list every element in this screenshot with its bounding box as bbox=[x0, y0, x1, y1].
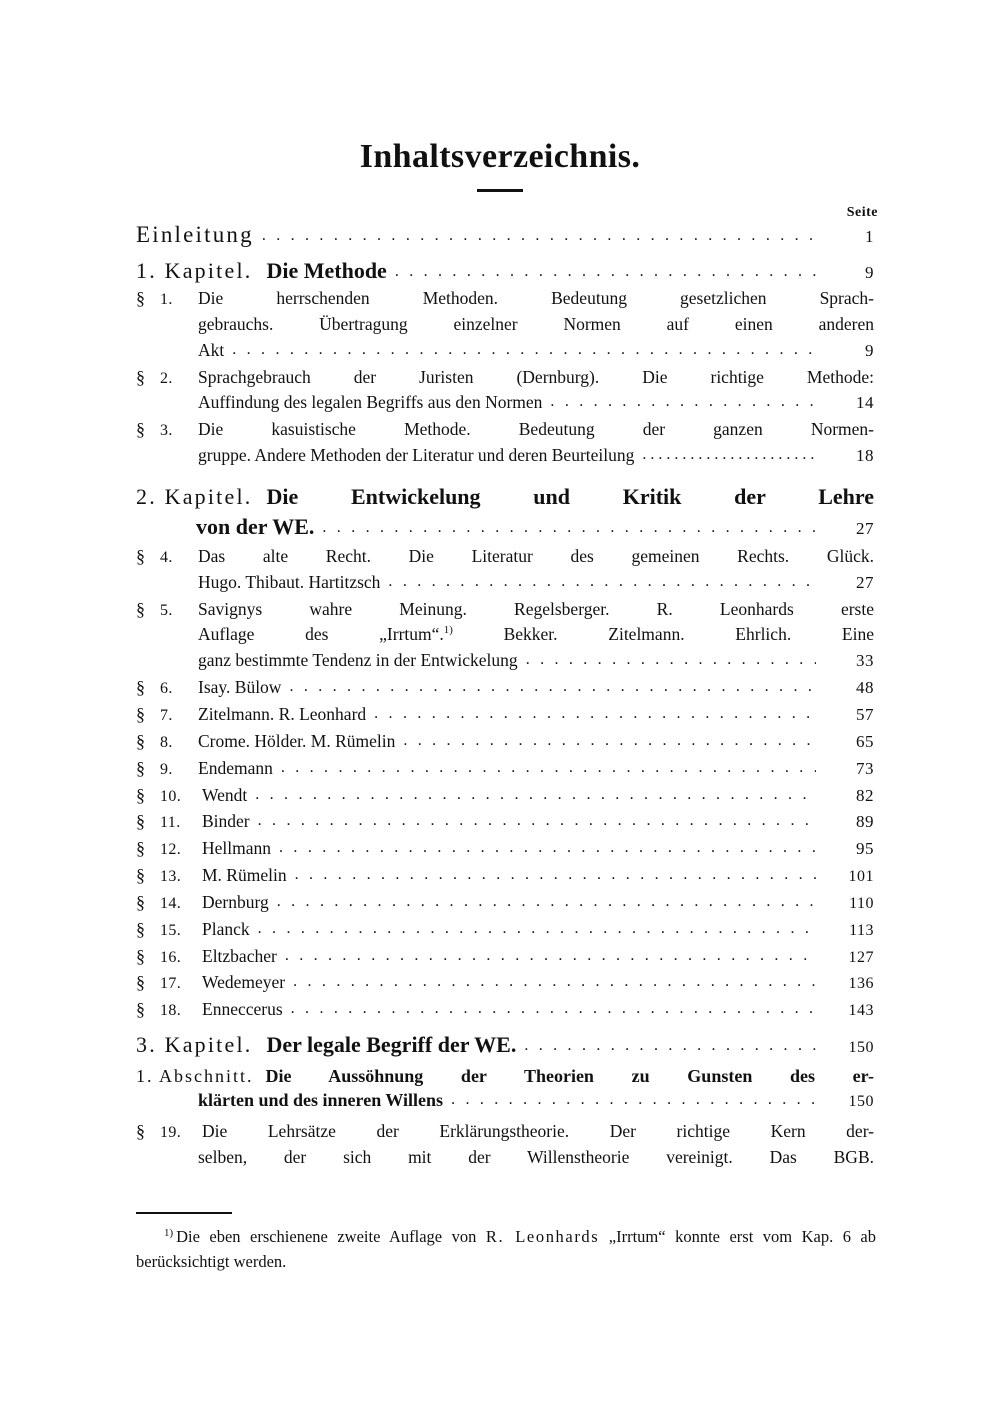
leader-dots bbox=[262, 227, 816, 245]
page-number: 9 bbox=[865, 340, 874, 360]
toc-chapter-1-heading bbox=[136, 258, 874, 284]
leader-dots bbox=[277, 893, 816, 911]
section-symbol: § bbox=[136, 419, 145, 440]
section-symbol: § bbox=[136, 865, 145, 886]
subsection-number: 1. Abschnitt. bbox=[136, 1066, 254, 1087]
section-text-line: Eltzbacher bbox=[202, 945, 277, 966]
page-number: 136 bbox=[848, 975, 874, 993]
toc-entry-section bbox=[136, 917, 874, 942]
section-number: 11. bbox=[160, 814, 181, 832]
toc-entry-section bbox=[136, 417, 874, 468]
footnote-fragment: Die eben erschienene zweite Auflage von bbox=[176, 1227, 486, 1246]
chapter-title: Die Methode bbox=[266, 258, 387, 283]
leader-dots bbox=[255, 786, 816, 804]
section-text-line: Crome. Hölder. M. Rümelin bbox=[198, 730, 396, 751]
leader-dots bbox=[374, 705, 816, 723]
section-number: 2. bbox=[160, 369, 173, 387]
section-text-line: Enneccerus bbox=[202, 999, 283, 1020]
chapter-number: 3. Kapitel. bbox=[136, 1032, 253, 1058]
section-symbol: § bbox=[136, 945, 145, 966]
toc-entry-section bbox=[136, 944, 874, 969]
section-text-line: Die herrschenden Methoden. Bedeutung gesetzlichen Sprach- bbox=[198, 288, 874, 308]
toc-entry-section bbox=[136, 702, 874, 727]
footnote-author: R. Leonhards bbox=[485, 1227, 600, 1246]
toc-chapter-3-heading bbox=[136, 1032, 874, 1058]
section-number: 15. bbox=[160, 921, 182, 939]
section-number: 13. bbox=[160, 868, 182, 886]
section-text-line: gruppe. Andere Methoden der Literatur und deren Beurteilung bbox=[198, 445, 635, 466]
toc-entry-section bbox=[136, 997, 874, 1022]
leader-dots bbox=[285, 947, 816, 965]
section-number: 9. bbox=[160, 760, 173, 778]
page-number: 95 bbox=[856, 839, 874, 859]
leader-dots bbox=[451, 1091, 816, 1109]
section-symbol: § bbox=[136, 891, 145, 912]
section-text-line: Endemann bbox=[198, 757, 273, 778]
section-number: 5. bbox=[160, 601, 173, 619]
subsection-title-line1: Die Aussöhnung der Theorien zu Gunsten des er- bbox=[265, 1066, 874, 1087]
section-number: 19. bbox=[160, 1124, 182, 1142]
section-symbol: § bbox=[136, 918, 145, 939]
title-block bbox=[0, 138, 1000, 192]
section-text-line: Das alte Recht. Die Literatur des gemeinen Rechts. Glück. bbox=[198, 545, 874, 566]
page-number: 14 bbox=[856, 393, 874, 413]
page-number: 65 bbox=[856, 731, 874, 751]
page-number: 73 bbox=[856, 758, 874, 778]
footnote-marker: 1) bbox=[164, 1226, 174, 1239]
section-text-line: gebrauchs. Übertragung einzelner Normen auf einen anderen bbox=[198, 313, 874, 334]
leader-dots bbox=[291, 1000, 816, 1018]
section-text-fragment: Auflage des „Irrtum“. bbox=[198, 624, 444, 645]
table-of-contents bbox=[136, 222, 874, 1170]
footnote-text bbox=[136, 1225, 876, 1275]
chapter-number: 1. Kapitel. bbox=[136, 258, 253, 283]
page-number: 33 bbox=[856, 651, 874, 671]
page-number: 27 bbox=[856, 572, 874, 592]
leader-dots bbox=[403, 732, 816, 750]
toc-entry-einleitung bbox=[136, 222, 874, 248]
section-symbol: § bbox=[136, 811, 145, 832]
page-number: 18 bbox=[856, 446, 874, 466]
toc-chapter-2-heading bbox=[136, 484, 874, 540]
footnote-fragment: „Irrtum“ konnte erst vom Kap. 6 ab berücksichtigt werden. bbox=[136, 1227, 876, 1271]
toc-subsection-heading bbox=[136, 1066, 874, 1111]
leader-dots bbox=[526, 651, 816, 669]
leader-dots bbox=[281, 759, 816, 777]
section-text-line: Die Lehrsätze der Erklärungstheorie. Der richtige Kern der- bbox=[202, 1121, 874, 1142]
section-number: 4. bbox=[160, 548, 173, 566]
footnote-marker: 1) bbox=[443, 624, 453, 637]
toc-entry-section bbox=[136, 756, 874, 781]
section-text-line: M. Rümelin bbox=[202, 865, 287, 886]
section-number: 3. bbox=[160, 422, 173, 440]
section-symbol: § bbox=[136, 999, 145, 1020]
page-number: 27 bbox=[856, 518, 874, 538]
section-text-line: Binder bbox=[202, 811, 250, 832]
toc-entry-section bbox=[136, 1119, 874, 1170]
section-text-line: Hellmann bbox=[202, 838, 272, 859]
chapter-title-line1: Die Entwickelung und Kritik der Lehre bbox=[266, 483, 874, 509]
section-text-fragment: Bekker. Zitelmann. Ehrlich. Eine bbox=[452, 624, 874, 645]
chapter-number: 2. Kapitel. bbox=[136, 483, 253, 509]
page-number: 113 bbox=[849, 921, 874, 939]
section-symbol: § bbox=[136, 972, 145, 993]
leader-dots bbox=[289, 678, 816, 696]
section-symbol: § bbox=[136, 1121, 145, 1142]
leader-dots bbox=[524, 1037, 816, 1055]
page-number: 48 bbox=[856, 678, 874, 698]
subsection-title-line2: klärten und des inneren Willens bbox=[198, 1090, 444, 1111]
footnote-block bbox=[136, 1212, 876, 1275]
leader-dots bbox=[279, 839, 816, 857]
section-symbol: § bbox=[136, 366, 145, 387]
page-title: Inhaltsverzeichnis. bbox=[359, 138, 641, 175]
toc-entry-section bbox=[136, 836, 874, 861]
toc-entry-section bbox=[136, 286, 874, 363]
section-number: 6. bbox=[160, 680, 173, 698]
section-symbol: § bbox=[136, 784, 145, 805]
section-text-line: Hugo. Thibaut. Hartitzsch bbox=[198, 571, 381, 592]
einleitung-label: Einleitung bbox=[136, 222, 254, 247]
section-text-line: Isay. Bülow bbox=[198, 677, 282, 698]
section-text-line: Savignys wahre Meinung. Regelsberger. R. Leonhards erste bbox=[198, 598, 874, 619]
leader-dots bbox=[322, 519, 816, 537]
section-text-line-with-footnote bbox=[198, 622, 874, 647]
leader-dots bbox=[388, 573, 816, 591]
section-symbol: § bbox=[136, 677, 145, 698]
section-text-line: Planck bbox=[202, 918, 250, 939]
toc-entry-section bbox=[136, 809, 874, 834]
leader-dots bbox=[258, 812, 816, 830]
chapter-title: Der legale Begriff der WE. bbox=[266, 1032, 517, 1058]
toc-entry-section bbox=[136, 890, 874, 915]
toc-entry-section bbox=[136, 544, 874, 595]
section-symbol: § bbox=[136, 838, 145, 859]
section-text-line: Sprachgebrauch der Juristen (Dernburg). Die richtige Methode: bbox=[198, 366, 874, 387]
page-number: 150 bbox=[848, 1039, 874, 1057]
section-number: 12. bbox=[160, 841, 182, 859]
section-symbol: § bbox=[136, 730, 145, 751]
section-text-line: Auffindung des legalen Begriffs aus den Normen bbox=[198, 392, 543, 413]
section-text-line: Dernburg bbox=[202, 891, 269, 912]
section-text-line: Wendt bbox=[202, 784, 248, 805]
page-number: 89 bbox=[856, 812, 874, 832]
toc-entry-section bbox=[136, 675, 874, 700]
page-number: 82 bbox=[856, 785, 874, 805]
section-text-line: selben, der sich mit der Willenstheorie vereinigt. Das BGB. bbox=[198, 1146, 874, 1167]
page-number: 143 bbox=[848, 1002, 874, 1020]
leader-dots bbox=[395, 263, 816, 281]
section-symbol: § bbox=[136, 545, 145, 566]
footnote-divider bbox=[136, 1212, 232, 1214]
page-number: 101 bbox=[848, 868, 874, 886]
toc-entry-section bbox=[136, 970, 874, 995]
toc-entry-section bbox=[136, 365, 874, 416]
section-number: 14. bbox=[160, 894, 182, 912]
section-number: 7. bbox=[160, 706, 173, 724]
page-column-header: Seite bbox=[846, 205, 878, 220]
section-symbol: § bbox=[136, 703, 145, 724]
leader-dots bbox=[295, 866, 816, 884]
section-number: 10. bbox=[160, 787, 182, 805]
leader-dots bbox=[258, 920, 816, 938]
page-number: 127 bbox=[848, 948, 874, 966]
toc-entry-section bbox=[136, 729, 874, 754]
leader-dots bbox=[642, 446, 816, 464]
toc-entry-section bbox=[136, 597, 874, 674]
chapter-title-line2: von der WE. bbox=[196, 513, 315, 539]
section-number: 16. bbox=[160, 948, 182, 966]
page-number: 110 bbox=[849, 894, 874, 912]
title-divider bbox=[477, 189, 523, 192]
section-text-line: Die kasuistische Methode. Bedeutung der ganzen Normen- bbox=[198, 419, 874, 440]
page-number: 57 bbox=[856, 704, 874, 724]
page-number: 1 bbox=[865, 227, 874, 246]
section-text-line: Akt bbox=[198, 339, 225, 360]
page-number: 9 bbox=[865, 263, 874, 282]
section-number: 8. bbox=[160, 733, 173, 751]
section-number: 18. bbox=[160, 1002, 182, 1020]
leader-dots bbox=[293, 973, 816, 991]
section-text-line: ganz bestimmte Tendenz in der Entwickelung bbox=[198, 650, 518, 671]
section-text-line: Wedemeyer bbox=[202, 972, 286, 993]
section-symbol: § bbox=[136, 598, 145, 619]
section-symbol: § bbox=[136, 288, 145, 308]
page-number: 150 bbox=[848, 1093, 874, 1111]
section-symbol: § bbox=[136, 757, 145, 778]
section-number: 17. bbox=[160, 975, 182, 993]
section-number: 1. bbox=[160, 291, 173, 308]
section-text-line: Zitelmann. R. Leonhard bbox=[198, 703, 367, 724]
toc-entry-section bbox=[136, 783, 874, 808]
leader-dots bbox=[232, 341, 816, 359]
leader-dots bbox=[550, 393, 816, 411]
toc-entry-section bbox=[136, 863, 874, 888]
